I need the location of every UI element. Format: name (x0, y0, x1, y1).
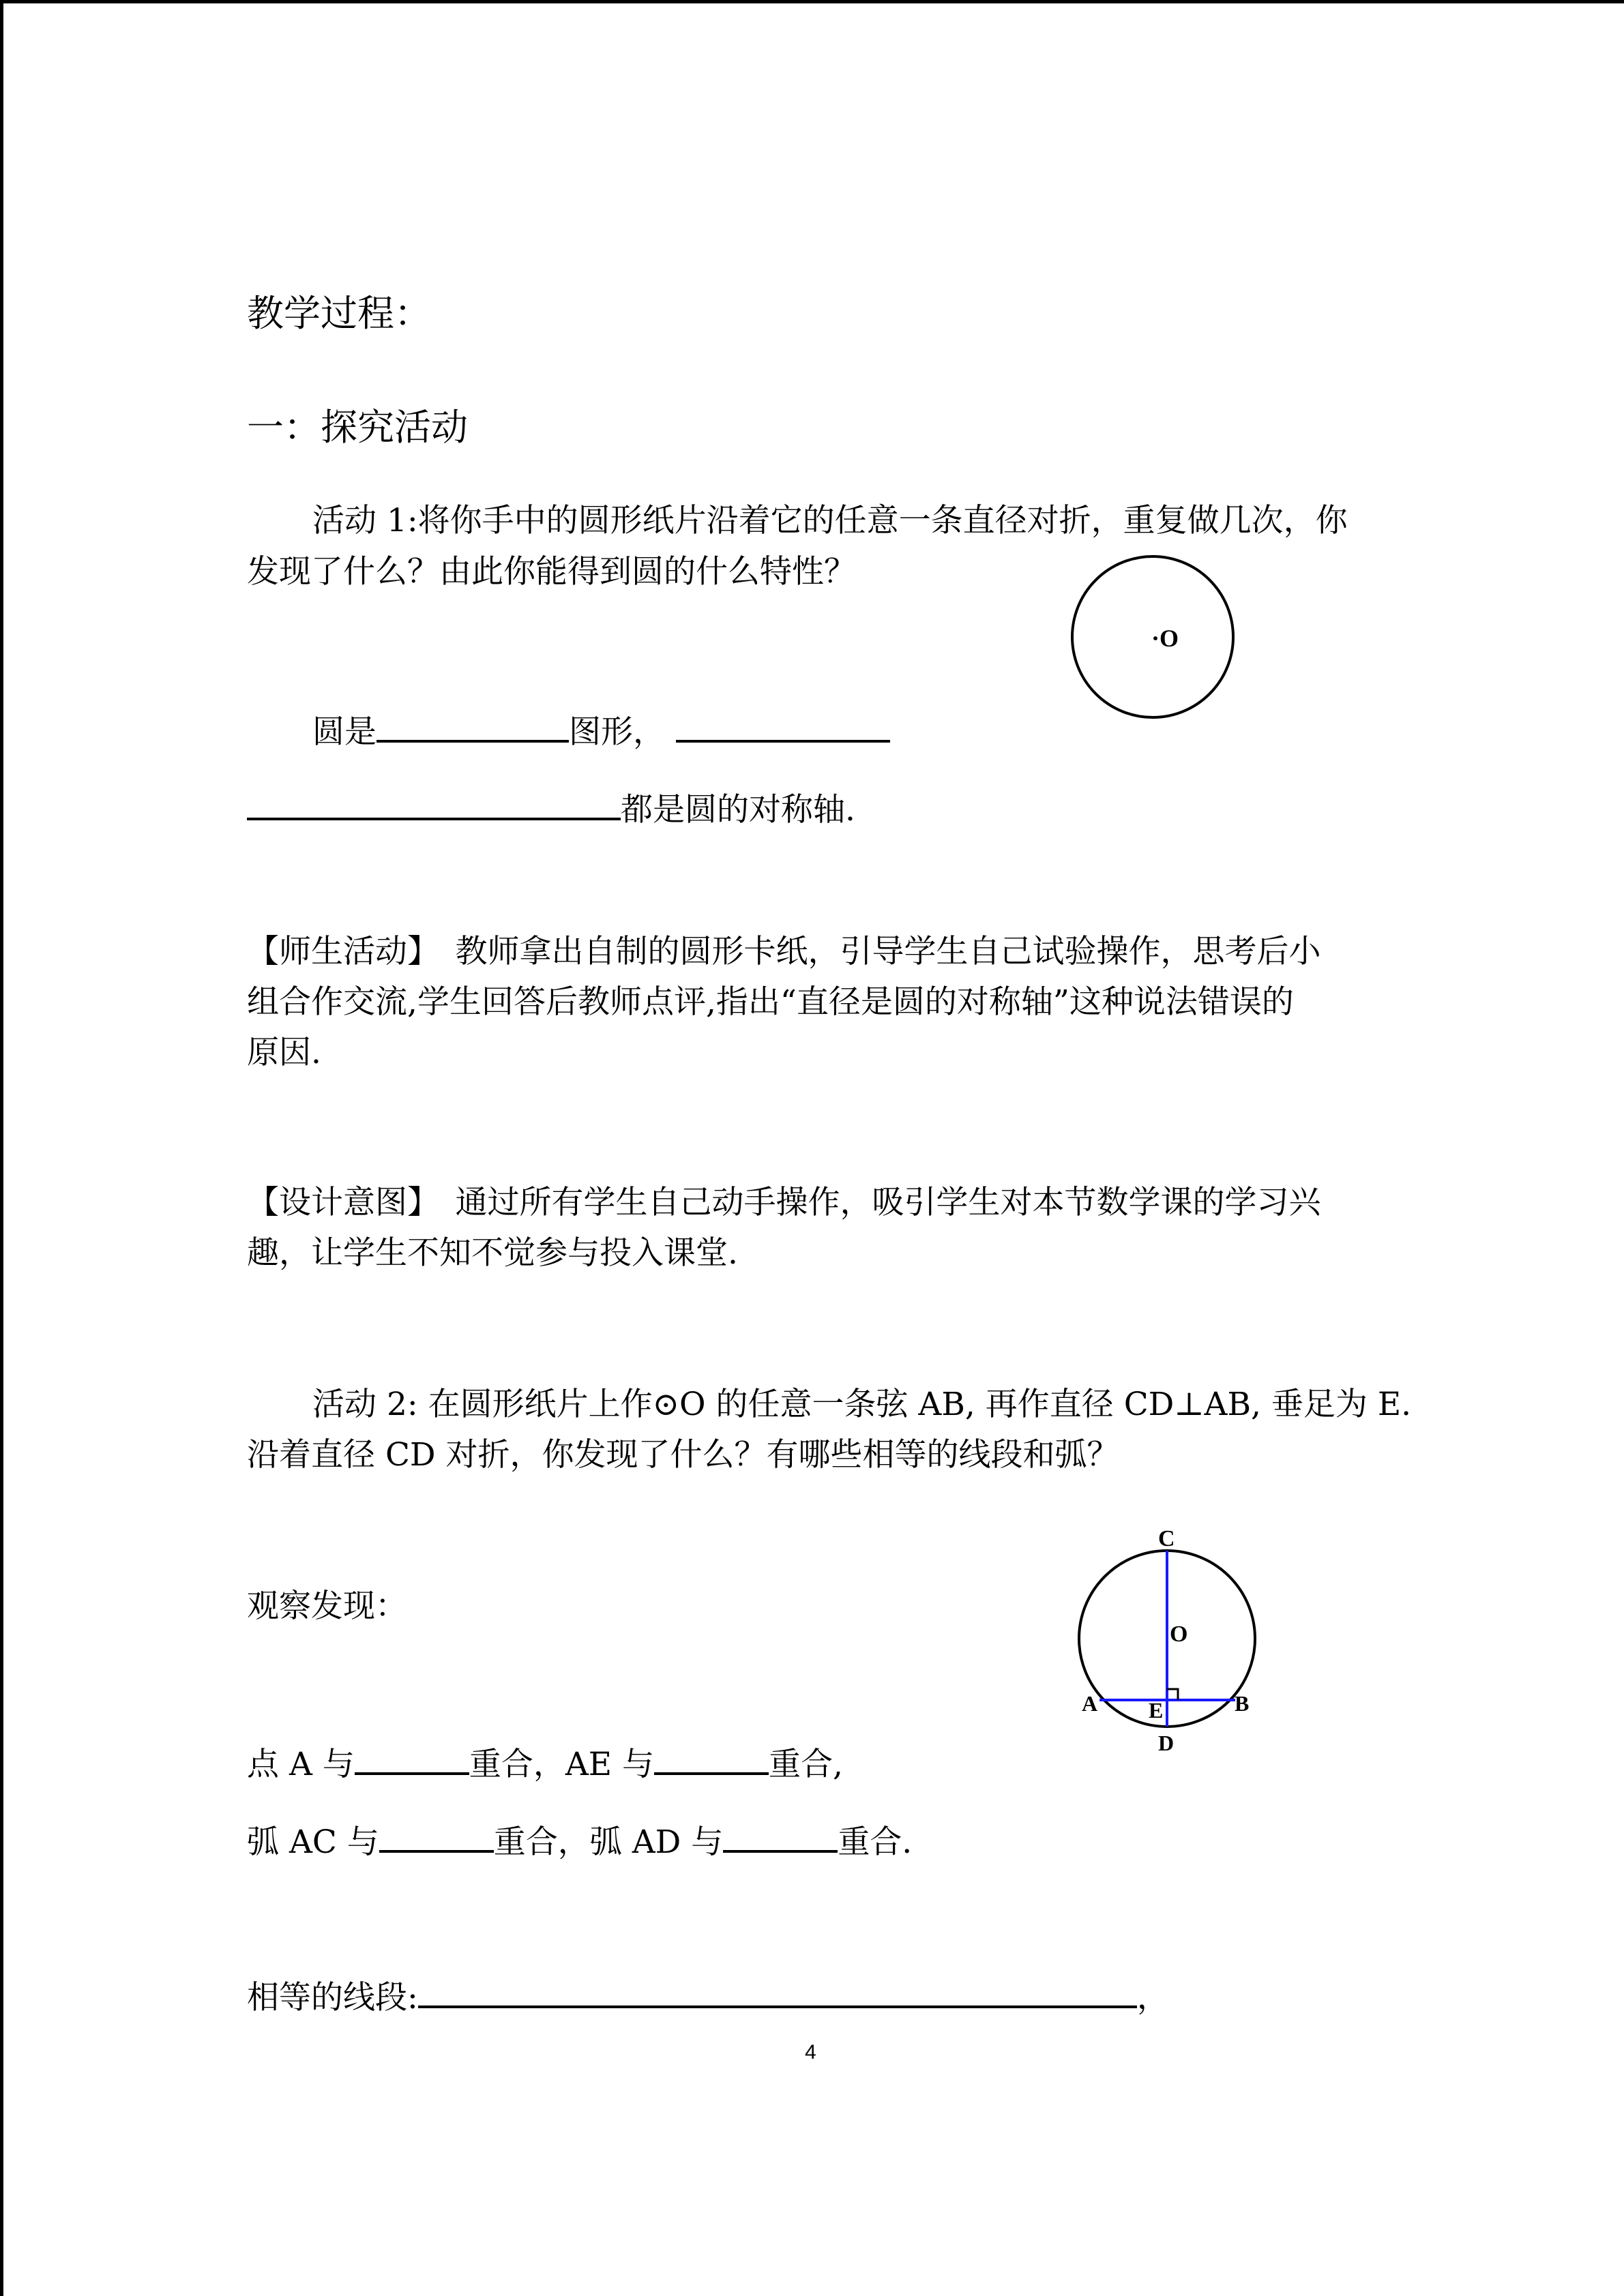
activity2-line2: 沿着直径 CD 对折，你发现了什么？有哪些相等的线段和弧？ (247, 1436, 1119, 1474)
section-title: 一：探究活动 (247, 406, 468, 449)
teacher-activity-line1: 【师生活动】 教师拿出自制的圆形卡纸，引导学生自己试验操作，思考后小 (247, 933, 1321, 970)
activity2-line1: 活动 2: 在圆形纸片上作⊙O 的任意一条弦 AB, 再作直径 CD⊥AB, 垂足为 E. (312, 1386, 1412, 1423)
right-angle-mark (1167, 1689, 1178, 1700)
design-intent-line1: 【设计意图】 通过所有学生自己动手操作，吸引学生对本节数学课的学习兴 (247, 1184, 1321, 1221)
blank-arc-ad[interactable] (723, 1818, 838, 1853)
label-d: D (1158, 1731, 1175, 1755)
fill2-p1: 点 A 与 (247, 1746, 355, 1783)
center-label: ·O (1151, 625, 1179, 652)
fill3-p1: 弧 AC 与 (247, 1823, 379, 1861)
fill1-line1 (312, 708, 890, 751)
label-a: A (1082, 1691, 1098, 1716)
fill3-p2: 重合，弧 AD 与 (493, 1823, 724, 1861)
blank-equal-segments[interactable] (418, 1973, 1137, 2008)
activity1-line1: 活动 1:将你手中的圆形纸片沿着它的任意一条直径对折，重复做几次，你 (312, 502, 1348, 539)
fill2-p2: 重合，AE 与 (469, 1746, 655, 1783)
figure2-circle (1071, 1524, 1269, 1763)
blank-segment-ae[interactable] (654, 1740, 769, 1775)
blank-arc-ac[interactable] (379, 1818, 494, 1853)
fill1-mid: 图形， (569, 713, 665, 751)
activity1-line2: 发现了什么？由此你能得到圆的什么特性？ (247, 553, 856, 591)
fill1-prefix: 圆是 (312, 713, 377, 751)
fill4-p1: 相等的线段: (247, 1979, 418, 2016)
page-number: 4 (805, 2041, 816, 2063)
teacher-activity-line2: 组合作交流,学生回答后教师点评,指出“直径是圆的对称轴”这种说法错误的 (247, 983, 1294, 1021)
teacher-activity-line3: 原因. (247, 1034, 321, 1071)
label-e: E (1149, 1698, 1164, 1723)
heading: 教学过程： (247, 292, 431, 335)
fill4-line (247, 1973, 1169, 2014)
fill3-line (247, 1818, 913, 1861)
label-c: C (1158, 1526, 1175, 1551)
fill1-suffix: 都是圆的对称轴. (621, 791, 855, 829)
figure1-circle (1064, 552, 1241, 723)
fill3-p3: 重合. (838, 1823, 913, 1861)
blank-axis-desc-2[interactable] (247, 786, 621, 820)
label-b: B (1235, 1691, 1250, 1716)
blank-point-a[interactable] (355, 1740, 469, 1775)
fill2-p3: 重合, (769, 1746, 843, 1783)
fill4-p2: ， (1136, 1979, 1169, 2016)
blank-figure-type[interactable] (377, 708, 569, 743)
design-intent-line2: 趣，让学生不知不觉参与投入课堂. (247, 1234, 738, 1272)
label-o: O (1170, 1622, 1188, 1647)
fill2-line (247, 1740, 843, 1783)
fill1-line2 (247, 786, 855, 829)
blank-axis-desc-1[interactable] (676, 708, 890, 743)
observe-label: 观察发现： (247, 1587, 407, 1625)
